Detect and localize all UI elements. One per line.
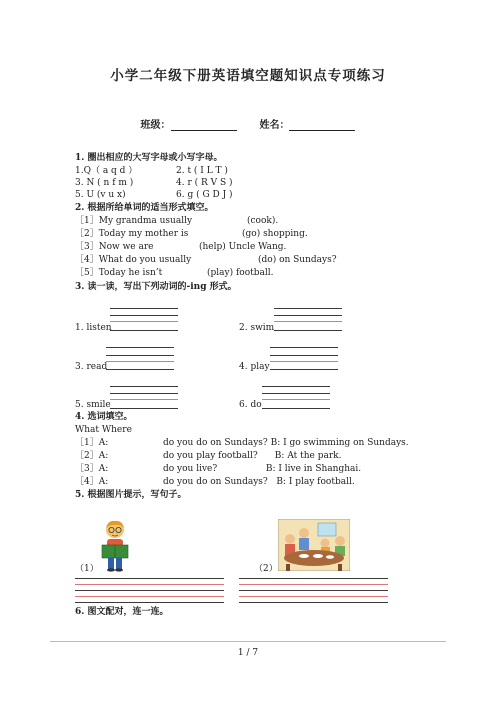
answer-line[interactable] [262,399,330,400]
answer-line[interactable] [110,386,178,387]
answer-line[interactable] [110,408,178,409]
q4-item-3-num: ［3］A: [75,464,109,474]
answer-line[interactable] [110,399,178,400]
answer-line[interactable] [270,361,338,362]
q1-row3-right: 6. g ( G D J ) [176,190,233,200]
answer-line[interactable] [239,590,388,591]
q4-item-2-text: do you play football? B: At the park. [163,451,342,461]
q2-item-2-b: (go) shopping. [242,229,308,239]
q2-item-4-b: (do) on Sundays? [258,255,337,265]
answer-line[interactable] [274,308,342,309]
family-dinner-picture [278,519,350,571]
q4-word-bank: What Where [75,425,132,435]
answer-line[interactable] [270,347,338,348]
answer-line[interactable] [239,584,388,585]
q3-item-5: 5. smile [75,400,111,410]
answer-line[interactable] [239,578,388,579]
q2-item-5-a: ［5］Today he isn’t [75,268,163,278]
q3-heading: 3. 读一读，写出下列动词的-ing 形式。 [75,282,237,292]
q3-item-4: 4. play [239,362,270,372]
answer-line[interactable] [274,321,342,322]
boy-reading-picture [98,518,132,572]
answer-line[interactable] [110,315,178,316]
answer-line[interactable] [274,330,342,331]
class-blank[interactable] [171,130,237,131]
answer-line[interactable] [106,355,174,356]
answer-line[interactable] [270,369,338,370]
q1-row2-right: 4. r ( R V S ) [176,178,233,188]
answer-line[interactable] [75,584,224,585]
answer-line[interactable] [106,369,174,370]
answer-line[interactable] [75,602,224,603]
answer-line[interactable] [75,578,224,579]
q4-item-1-num: ［1］A: [75,438,109,448]
q3-item-2: 2. swim [239,323,275,333]
q2-item-5-b: (play) football. [207,268,274,278]
answer-line[interactable] [239,596,388,597]
q4-item-3-text: do you live? B: I live in Shanghai. [163,464,362,474]
q3-item-6: 6. do [239,400,262,410]
answer-line[interactable] [262,393,330,394]
q3-item-1: 1. listen [75,323,112,333]
answer-line[interactable] [110,330,178,331]
q6-heading: 6. 图文配对，连一连。 [75,607,169,617]
q2-item-1-a: ［1］My grandma usually [75,216,193,226]
q5-heading: 5. 根据图片提示，写句子。 [75,490,187,500]
answer-line[interactable] [262,408,330,409]
answer-line[interactable] [110,321,178,322]
q5-label-1: （1） [75,564,99,574]
answer-line[interactable] [262,386,330,387]
name-label: 姓名： [259,120,290,131]
page-number: 1 / 7 [237,648,259,658]
q4-item-2-num: ［2］A: [75,451,109,461]
q2-item-3-b: (help) Uncle Wang. [199,242,287,252]
answer-line[interactable] [110,393,178,394]
answer-line[interactable] [75,596,224,597]
q4-item-1-text: do you do on Sundays? B: I go swimming on Sundays. [163,438,409,448]
q2-item-1-b: (cook). [247,216,279,226]
answer-line[interactable] [106,347,174,348]
answer-line[interactable] [274,315,342,316]
q1-row1-right: 2. t ( I L T ) [176,166,228,176]
footer-divider [50,641,446,642]
q5-label-2: （2） [254,564,278,574]
q3-item-3: 3. read [75,362,108,372]
q1-row2-left: 3. N ( n f m ) [75,178,134,188]
class-label: 班级： [140,120,171,131]
q2-item-4-a: ［4］What do you usually [75,255,192,265]
q2-item-2-a: ［2］Today my mother is [75,229,189,239]
page-title: 小学二年级下册英语填空题知识点专项练习 [110,68,386,84]
q1-row1-left: 1.Q（ a q d ） [75,166,138,176]
q4-item-4-num: ［4］A: [75,477,109,487]
q2-heading: 2. 根据所给单词的适当形式填空。 [75,203,214,213]
answer-line[interactable] [106,361,174,362]
answer-line[interactable] [270,355,338,356]
answer-line[interactable] [75,590,224,591]
q2-item-3-a: ［3］Now we are [75,242,154,252]
name-blank[interactable] [289,130,355,131]
answer-line[interactable] [239,602,388,603]
class-name-line [0,116,496,131]
answer-line[interactable] [110,308,178,309]
q4-item-4-text: do you do on Sundays? B: I play football. [163,477,355,487]
q1-heading: 1. 圈出相应的大写字母或小写字母。 [75,153,223,163]
q1-row3-left: 5. U (v u x) [75,190,126,200]
q4-heading: 4. 选词填空。 [75,412,133,422]
